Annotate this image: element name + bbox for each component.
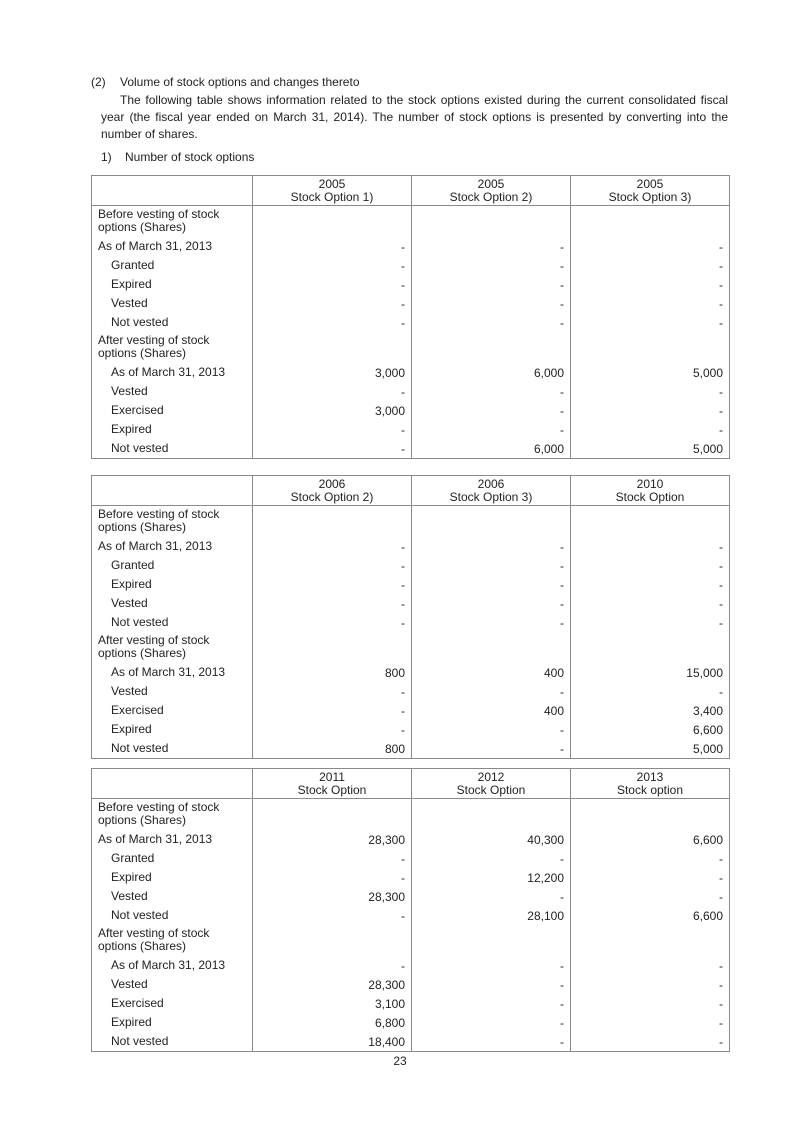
table-row <box>92 613 730 632</box>
row-label: Vested <box>92 382 253 401</box>
cell-value: 5,000 <box>571 739 730 759</box>
row-label: Not vested <box>92 613 253 632</box>
group-label: Before vesting of stock options (Shares) <box>92 206 253 238</box>
row-label: Expired <box>92 420 253 439</box>
cell-value: - <box>253 537 412 556</box>
cell-value: - <box>571 575 730 594</box>
cell-value: - <box>253 256 412 275</box>
page-number: 23 <box>393 1054 407 1068</box>
table-row <box>92 363 730 382</box>
table-row <box>92 663 730 682</box>
cell-value: 28,300 <box>253 975 412 994</box>
table-row <box>92 720 730 739</box>
cell-value: 3,400 <box>571 701 730 720</box>
cell-value: 6,000 <box>412 363 571 382</box>
column-header <box>253 769 412 799</box>
row-label: Not vested <box>92 1032 253 1052</box>
group-label: After vesting of stock options (Shares) <box>92 925 253 956</box>
stock-options-table <box>91 768 730 1052</box>
stock-options-table <box>91 175 730 459</box>
table-row <box>92 868 730 887</box>
group-header-row <box>92 925 730 956</box>
cell-value: - <box>412 613 571 632</box>
cell-value: 6,600 <box>571 830 730 849</box>
cell-value: - <box>571 313 730 332</box>
column-name: Stock Option 3) <box>449 490 533 504</box>
row-label: Vested <box>92 294 253 313</box>
cell-value: - <box>253 556 412 575</box>
cell-value: - <box>412 975 571 994</box>
table-row <box>92 682 730 701</box>
row-label: Expired <box>92 275 253 294</box>
cell-value: - <box>412 401 571 420</box>
row-label: Not vested <box>92 739 253 759</box>
group-header-row <box>92 799 730 831</box>
table-row <box>92 439 730 459</box>
cell-value: - <box>253 868 412 887</box>
cell-value: - <box>571 887 730 906</box>
cell-value: - <box>253 575 412 594</box>
cell-value: 400 <box>412 663 571 682</box>
table-row <box>92 906 730 925</box>
cell-value: - <box>412 1032 571 1052</box>
cell-value: - <box>571 1032 730 1052</box>
table-row <box>92 594 730 613</box>
row-label: Granted <box>92 556 253 575</box>
cell-value: - <box>253 594 412 613</box>
column-year: 2006 <box>477 477 505 491</box>
cell-value: 5,000 <box>571 363 730 382</box>
cell-value: - <box>412 720 571 739</box>
cell-value: - <box>253 613 412 632</box>
header-empty-cell <box>92 176 253 206</box>
table-header-row <box>92 176 730 206</box>
cell-value: - <box>571 682 730 701</box>
row-label: Exercised <box>92 994 253 1013</box>
column-year: 2005 <box>318 177 346 191</box>
cell-value: - <box>412 887 571 906</box>
subsection-heading <box>101 150 254 164</box>
column-year: 2005 <box>477 177 505 191</box>
cell-value: 3,100 <box>253 994 412 1013</box>
table-row <box>92 956 730 975</box>
column-year: 2012 <box>477 770 505 784</box>
group-header-row <box>92 632 730 663</box>
cell-value: - <box>412 575 571 594</box>
cell-value: - <box>253 701 412 720</box>
cell-value: - <box>571 556 730 575</box>
cell-value: - <box>412 294 571 313</box>
cell-value: - <box>412 537 571 556</box>
table-row <box>92 739 730 759</box>
table-header-row <box>92 476 730 506</box>
cell-value: 28,300 <box>253 887 412 906</box>
cell-value: - <box>412 956 571 975</box>
cell-value: - <box>571 868 730 887</box>
row-label: Granted <box>92 256 253 275</box>
section-paragraph: The following table shows information related to the stock options existed during the current consolidated fiscal year (the fiscal year ended on March 31, 2014). The number of stock options is presented by converting into the number of shares. <box>101 93 728 141</box>
subsection-number: 1) <box>101 150 112 164</box>
cell-value: - <box>253 906 412 925</box>
row-label: Granted <box>92 849 253 868</box>
cell-value: - <box>571 401 730 420</box>
cell-value: 3,000 <box>253 401 412 420</box>
cell-value: - <box>571 956 730 975</box>
row-label: As of March 31, 2013 <box>92 830 253 849</box>
column-name: Stock Option 2) <box>449 190 533 204</box>
row-label: Expired <box>92 868 253 887</box>
table-row <box>92 556 730 575</box>
cell-value: 5,000 <box>571 439 730 459</box>
table-row <box>92 575 730 594</box>
table-row <box>92 1013 730 1032</box>
cell-value: - <box>253 439 412 459</box>
column-header <box>412 176 571 206</box>
cell-value: - <box>571 275 730 294</box>
cell-value: - <box>412 594 571 613</box>
table-row <box>92 830 730 849</box>
column-name: Stock Option <box>456 783 526 797</box>
row-label: As of March 31, 2013 <box>92 663 253 682</box>
row-label: Not vested <box>92 906 253 925</box>
cell-value: - <box>253 294 412 313</box>
group-header-row <box>92 332 730 363</box>
section-heading <box>91 75 360 89</box>
row-label: Expired <box>92 1013 253 1032</box>
table-row <box>92 401 730 420</box>
cell-value: - <box>253 275 412 294</box>
cell-value: 800 <box>253 739 412 759</box>
cell-value: - <box>571 237 730 256</box>
table-row <box>92 1032 730 1052</box>
cell-value: 6,000 <box>412 439 571 459</box>
row-label: As of March 31, 2013 <box>92 537 253 556</box>
cell-value: - <box>412 420 571 439</box>
table-row <box>92 275 730 294</box>
group-label: Before vesting of stock options (Shares) <box>92 506 253 538</box>
column-name: Stock Option 1) <box>290 190 374 204</box>
cell-value: - <box>253 382 412 401</box>
cell-value: 40,300 <box>412 830 571 849</box>
cell-value: - <box>571 537 730 556</box>
row-label: Expired <box>92 720 253 739</box>
row-label: Not vested <box>92 439 253 459</box>
cell-value: - <box>412 256 571 275</box>
table-row <box>92 975 730 994</box>
cell-value: - <box>412 682 571 701</box>
section-title: Volume of stock options and changes thereto <box>120 75 360 89</box>
column-year: 2006 <box>318 477 346 491</box>
row-label: Exercised <box>92 401 253 420</box>
table-row <box>92 887 730 906</box>
cell-value: - <box>571 849 730 868</box>
column-header <box>571 476 730 506</box>
stock-options-table <box>91 475 730 759</box>
cell-value: - <box>571 594 730 613</box>
cell-value: - <box>571 1013 730 1032</box>
table-row <box>92 849 730 868</box>
cell-value: - <box>412 313 571 332</box>
cell-value: - <box>253 313 412 332</box>
row-label: Vested <box>92 682 253 701</box>
section-number: (2) <box>91 75 106 89</box>
column-name: Stock Option 2) <box>290 490 374 504</box>
cell-value: 6,600 <box>571 720 730 739</box>
table-header-row <box>92 769 730 799</box>
cell-value: 800 <box>253 663 412 682</box>
row-label: Exercised <box>92 701 253 720</box>
table-row <box>92 537 730 556</box>
cell-value: 3,000 <box>253 363 412 382</box>
column-name: Stock option <box>616 783 684 797</box>
cell-value: - <box>571 613 730 632</box>
table-row <box>92 237 730 256</box>
cell-value: - <box>412 275 571 294</box>
cell-value: - <box>412 1013 571 1032</box>
table-row <box>92 256 730 275</box>
cell-value: - <box>571 420 730 439</box>
cell-value: 18,400 <box>253 1032 412 1052</box>
column-header <box>253 176 412 206</box>
column-name: Stock Option <box>297 783 367 797</box>
row-label: As of March 31, 2013 <box>92 956 253 975</box>
header-empty-cell <box>92 769 253 799</box>
cell-value: 15,000 <box>571 663 730 682</box>
cell-value: - <box>412 237 571 256</box>
column-year: 2010 <box>636 477 664 491</box>
cell-value: - <box>571 994 730 1013</box>
cell-value: - <box>253 237 412 256</box>
cell-value: - <box>253 682 412 701</box>
cell-value: 12,200 <box>412 868 571 887</box>
cell-value: - <box>571 256 730 275</box>
cell-value: - <box>412 382 571 401</box>
group-header-row <box>92 506 730 538</box>
row-label: Expired <box>92 575 253 594</box>
group-label: After vesting of stock options (Shares) <box>92 332 253 363</box>
column-name: Stock Option 3) <box>608 190 692 204</box>
cell-value: - <box>253 956 412 975</box>
column-header <box>571 769 730 799</box>
cell-value: - <box>571 294 730 313</box>
subsection-title: Number of stock options <box>125 150 255 164</box>
cell-value: - <box>412 994 571 1013</box>
cell-value: - <box>253 720 412 739</box>
row-label: Vested <box>92 887 253 906</box>
column-header <box>253 476 412 506</box>
cell-value: 400 <box>412 701 571 720</box>
column-year: 2005 <box>636 177 664 191</box>
group-label: After vesting of stock options (Shares) <box>92 632 253 663</box>
cell-value: 6,800 <box>253 1013 412 1032</box>
row-label: As of March 31, 2013 <box>92 237 253 256</box>
cell-value: 6,600 <box>571 906 730 925</box>
header-empty-cell <box>92 476 253 506</box>
row-label: Vested <box>92 594 253 613</box>
table-row <box>92 313 730 332</box>
column-header <box>412 769 571 799</box>
column-header <box>571 176 730 206</box>
column-year: 2013 <box>636 770 664 784</box>
cell-value: - <box>253 849 412 868</box>
table-row <box>92 294 730 313</box>
row-label: As of March 31, 2013 <box>92 363 253 382</box>
table-row <box>92 701 730 720</box>
cell-value: 28,300 <box>253 830 412 849</box>
cell-value: - <box>571 382 730 401</box>
table-row <box>92 420 730 439</box>
row-label: Not vested <box>92 313 253 332</box>
column-name: Stock Option <box>615 490 685 504</box>
column-year: 2011 <box>319 770 345 784</box>
group-header-row <box>92 206 730 238</box>
table-row <box>92 382 730 401</box>
cell-value: - <box>571 975 730 994</box>
group-label: Before vesting of stock options (Shares) <box>92 799 253 831</box>
cell-value: 28,100 <box>412 906 571 925</box>
cell-value: - <box>412 849 571 868</box>
row-label: Vested <box>92 975 253 994</box>
cell-value: - <box>412 739 571 759</box>
column-header <box>412 476 571 506</box>
cell-value: - <box>412 556 571 575</box>
table-row <box>92 994 730 1013</box>
cell-value: - <box>253 420 412 439</box>
